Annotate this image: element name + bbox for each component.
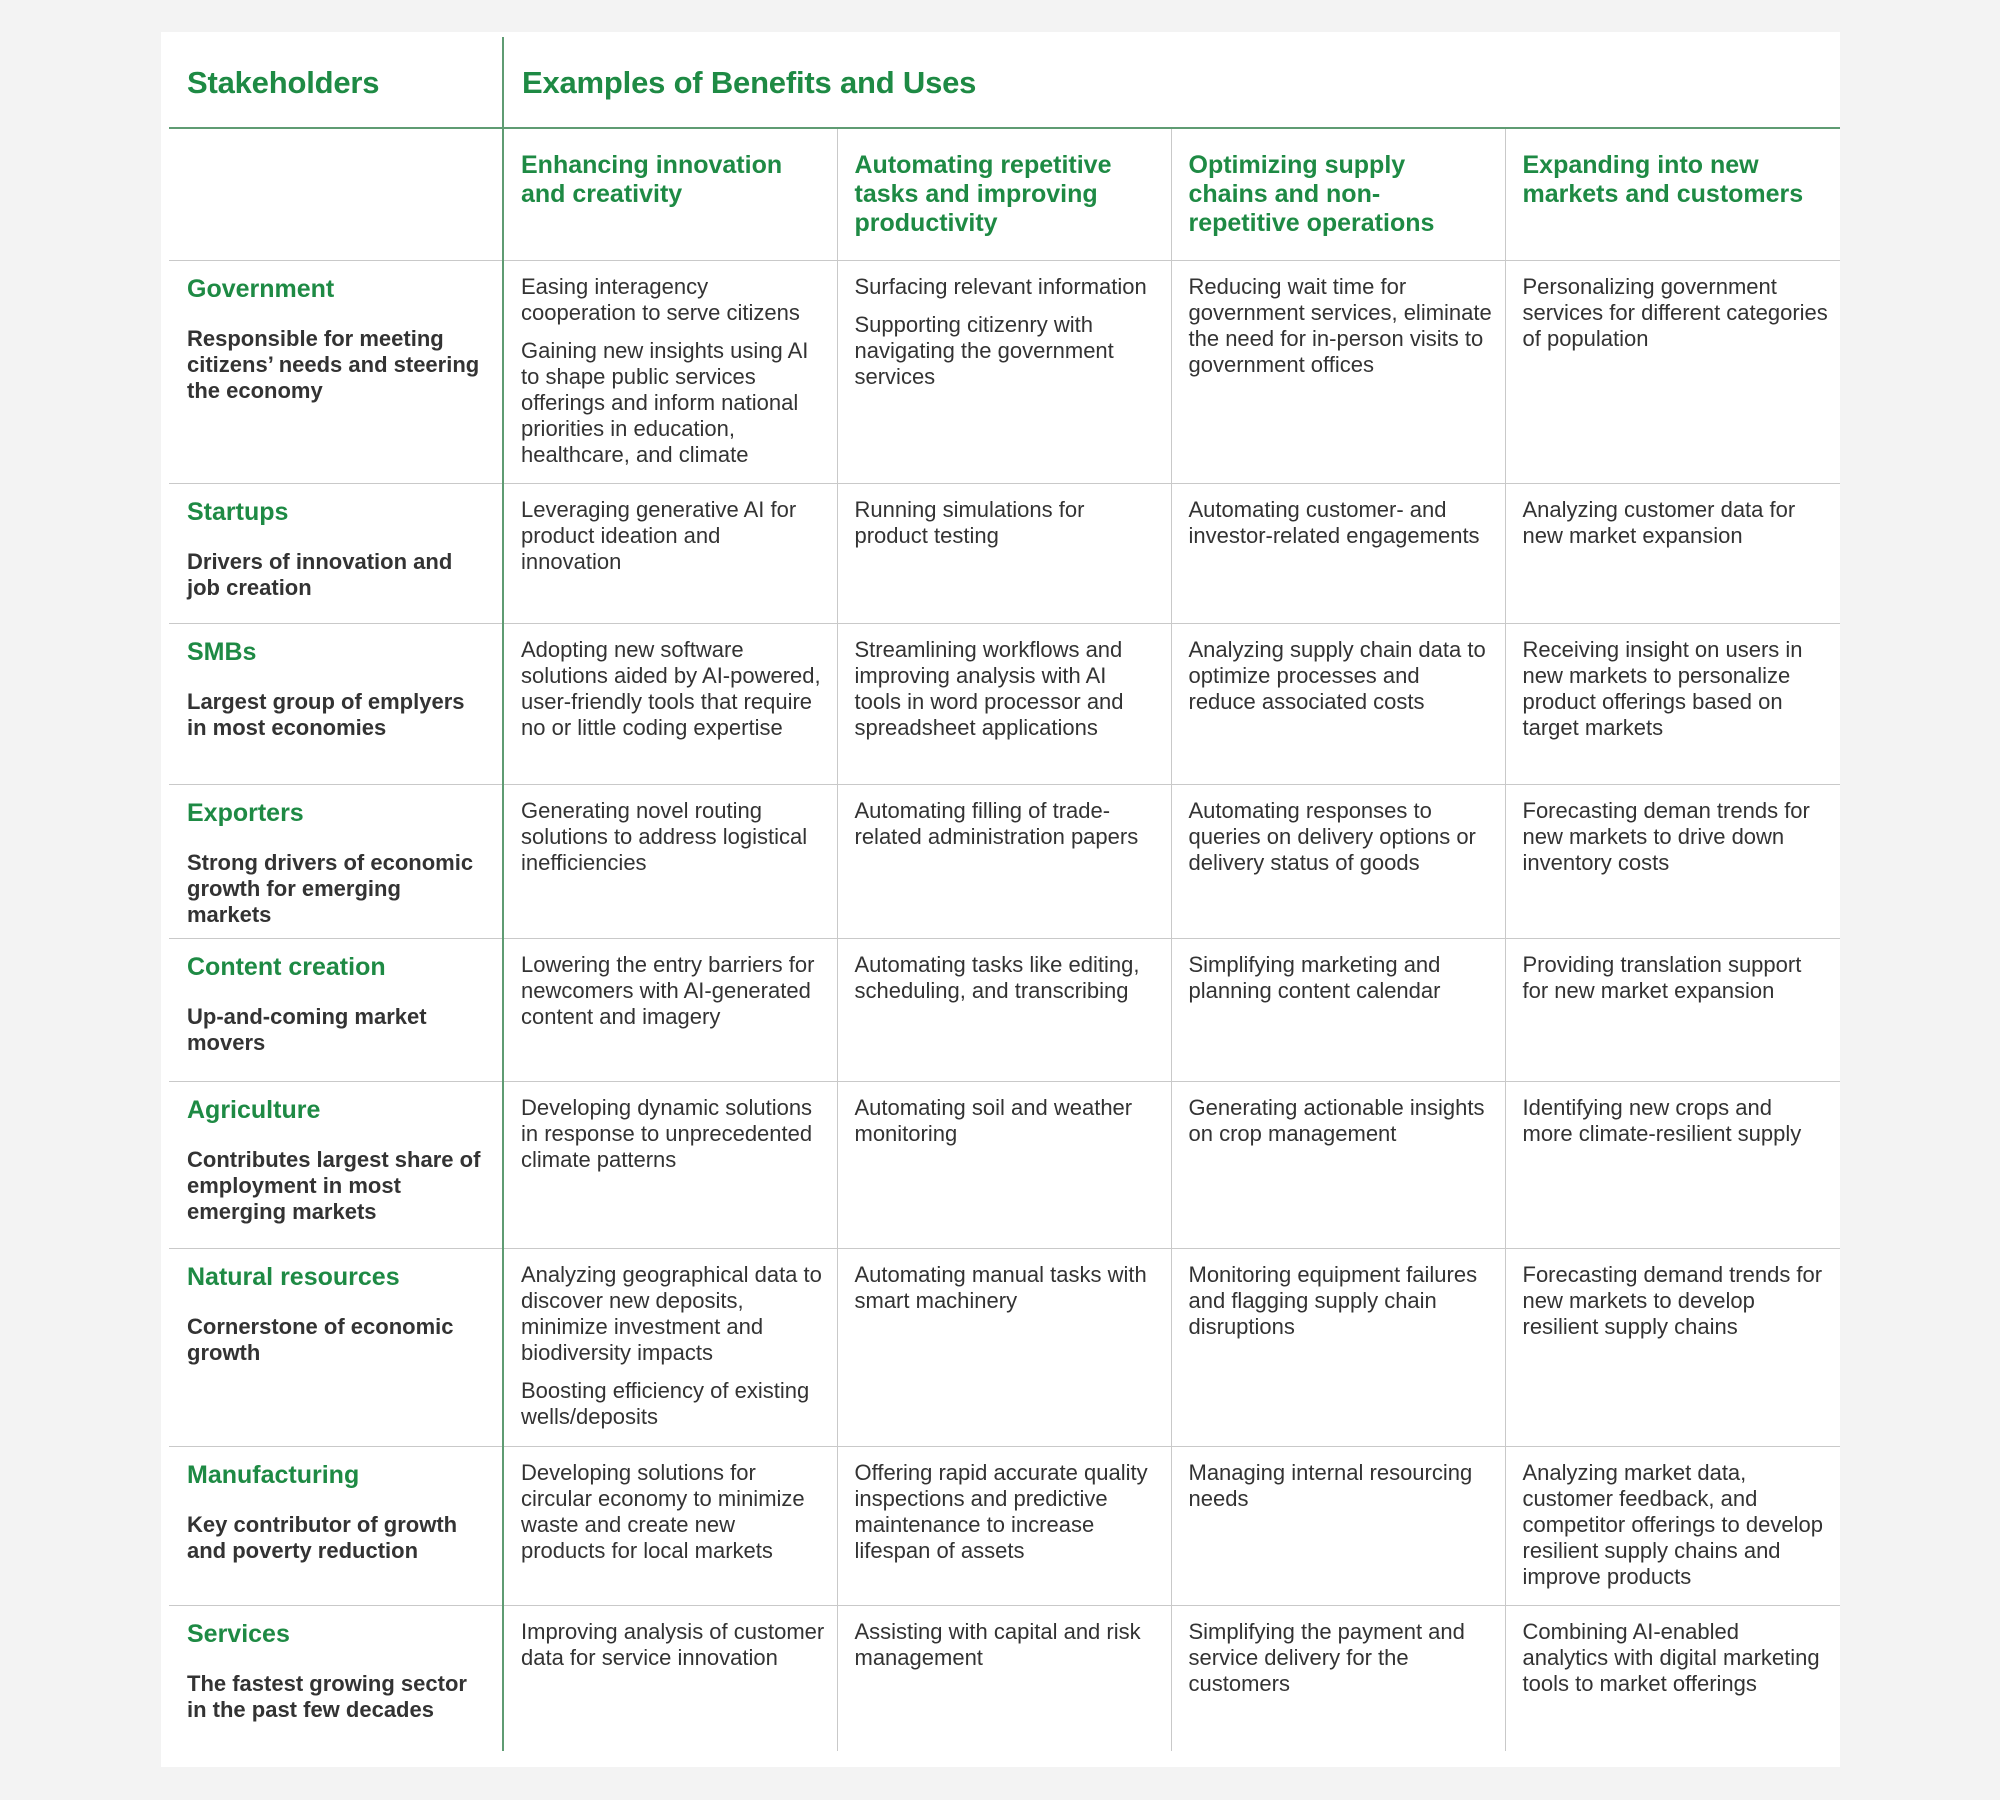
benefit-text: Combining AI-enabled analytics with digital marketing tools to market offerings (1522, 1618, 1820, 1696)
benefit-text: Automating responses to queries on delivery options or delivery status of goods (1188, 797, 1476, 875)
benefit-cell (837, 1605, 1171, 1751)
benefit-text: Easing interagency cooperation to serve citizens (521, 273, 800, 325)
benefit-cell (1505, 1081, 1840, 1248)
table-row (169, 483, 1840, 623)
table-row (169, 1446, 1840, 1605)
stakeholder-cell (169, 1081, 503, 1248)
stakeholders-heading: Stakeholders (169, 37, 503, 128)
table-row (169, 1248, 1840, 1446)
benefit-cell (1505, 1605, 1840, 1751)
stakeholder-name: Exporters (187, 798, 304, 827)
benefit-text: Analyzing market data, customer feedback, and competitor offerings to develop resilient supply chains and improve products (1522, 1459, 1823, 1589)
benefit-cell (503, 1446, 837, 1605)
table-body (169, 260, 1840, 1751)
benefit-text: Identifying new crops and more climate-resilient supply (1522, 1094, 1802, 1146)
stakeholder-cell (169, 260, 503, 483)
benefit-cell (837, 1081, 1171, 1248)
empty-header-cell (169, 128, 503, 260)
benefit-text: Automating tasks like editing, scheduling, and transcribing (854, 951, 1140, 1003)
stakeholder-name: SMBs (187, 637, 257, 666)
benefit-text: Personalizing government services for different categories of population (1522, 273, 1828, 351)
stakeholder-cell (169, 483, 503, 623)
stakeholder-name: Startups (187, 497, 289, 526)
benefit-text: Developing solutions for circular economy to minimize waste and create new products for local markets (521, 1459, 805, 1563)
stakeholder-description: Cornerstone of economic growth (187, 1313, 454, 1365)
examples-heading: Examples of Benefits and Uses (503, 37, 1840, 128)
table-row (169, 1081, 1840, 1248)
benefit-cell (503, 623, 837, 784)
stakeholder-cell (169, 1446, 503, 1605)
column-heading: Optimizing supply chains and non-repetitive operations (1171, 128, 1505, 260)
benefit-text: Gaining new insights using AI to shape public services offerings and inform national priorities in education, healthcare, and climate (521, 337, 809, 467)
stakeholder-description: Drivers of innovation and job creation (187, 548, 453, 600)
stakeholder-name: Government (187, 274, 335, 303)
stakeholder-name: Manufacturing (187, 1460, 360, 1489)
column-heading: Enhancing innovation and creativity (503, 128, 837, 260)
benefit-cell (503, 483, 837, 623)
stakeholder-name: Natural resources (187, 1262, 400, 1291)
benefit-text: Managing internal resourcing needs (1188, 1459, 1473, 1511)
benefit-text: Surfacing relevant information (854, 273, 1147, 299)
stakeholder-cell (169, 1248, 503, 1446)
stakeholder-cell (169, 784, 503, 938)
benefit-cell (1171, 938, 1505, 1081)
benefit-cell (503, 784, 837, 938)
benefit-cell (1505, 623, 1840, 784)
table-row (169, 784, 1840, 938)
benefit-cell (1171, 1248, 1505, 1446)
benefit-text: Receiving insight on users in new markets to personalize product offerings based on target markets (1522, 636, 1803, 740)
benefit-cell (1505, 260, 1840, 483)
benefit-cell (503, 938, 837, 1081)
benefit-text: Monitoring equipment failures and flagging supply chain disruptions (1188, 1261, 1478, 1339)
benefit-cell (503, 1081, 837, 1248)
stakeholder-description: Strong drivers of economic growth for emerging markets (187, 849, 474, 927)
stakeholder-description: Key contributor of growth and poverty reduction (187, 1511, 458, 1563)
benefit-text: Adopting new software solutions aided by AI-powered, user-friendly tools that require no or little coding expertise (521, 636, 821, 740)
column-heading: Expanding into new markets and customers (1505, 128, 1840, 260)
benefit-cell (837, 623, 1171, 784)
stakeholder-description: Up-and-coming market movers (187, 1003, 427, 1055)
table-row (169, 623, 1840, 784)
benefit-text: Forecasting deman trends for new markets to drive down inventory costs (1522, 797, 1810, 875)
benefit-text: Analyzing geographical data to discover new deposits, minimize investment and biodiversity impacts (521, 1261, 822, 1365)
table-row (169, 260, 1840, 483)
benefit-cell (837, 938, 1171, 1081)
benefit-cell (837, 483, 1171, 623)
benefit-cell (1171, 1605, 1505, 1751)
table-row (169, 1605, 1840, 1751)
benefit-text: Improving analysis of customer data for service innovation (521, 1618, 825, 1670)
benefit-text: Automating manual tasks with smart machinery (854, 1261, 1147, 1313)
benefit-text: Simplifying marketing and planning content calendar (1188, 951, 1441, 1003)
benefit-cell (1171, 260, 1505, 483)
benefit-text: Streamlining workflows and improving analysis with AI tools in word processor and spreadsheet applications (854, 636, 1124, 740)
benefit-text: Automating soil and weather monitoring (854, 1094, 1133, 1146)
benefit-cell (503, 260, 837, 483)
benefits-table-card (161, 32, 1840, 1767)
benefit-text: Simplifying the payment and service delivery for the customers (1188, 1618, 1465, 1696)
stakeholder-cell (169, 938, 503, 1081)
column-header-row (169, 128, 1840, 260)
stakeholder-cell (169, 623, 503, 784)
benefit-text: Reducing wait time for government services, eliminate the need for in-person visits to government offices (1188, 273, 1492, 377)
benefit-text: Assisting with capital and risk management (854, 1618, 1141, 1670)
benefit-text: Generating actionable insights on crop management (1188, 1094, 1485, 1146)
stakeholder-description: Largest group of emplyers in most economies (187, 688, 465, 740)
benefit-cell (837, 784, 1171, 938)
benefit-cell (1505, 938, 1840, 1081)
benefit-text: Boosting efficiency of existing wells/deposits (521, 1377, 810, 1429)
header-row (169, 37, 1840, 128)
benefit-text: Automating filling of trade-related administration papers (854, 797, 1139, 849)
benefit-cell (1171, 784, 1505, 938)
benefit-cell (1505, 1446, 1840, 1605)
benefit-cell (1505, 1248, 1840, 1446)
benefit-cell (1171, 1446, 1505, 1605)
table-row (169, 938, 1840, 1081)
stakeholder-description: Responsible for meeting citizens’ needs and steering the economy (187, 325, 480, 403)
stakeholder-name: Services (187, 1619, 290, 1648)
benefit-cell (837, 1446, 1171, 1605)
benefit-cell (837, 1248, 1171, 1446)
stakeholder-cell (169, 1605, 503, 1751)
benefit-cell (1171, 483, 1505, 623)
benefit-cell (837, 260, 1171, 483)
benefit-cell (503, 1605, 837, 1751)
benefit-cell (1171, 623, 1505, 784)
benefit-text: Running simulations for product testing (854, 496, 1085, 548)
benefit-cell (1505, 483, 1840, 623)
benefit-text: Generating novel routing solutions to address logistical inefficiencies (521, 797, 808, 875)
stakeholder-description: The fastest growing sector in the past few decades (187, 1670, 467, 1722)
column-heading: Automating repetitive tasks and improving productivity (837, 128, 1171, 260)
benefit-text: Developing dynamic solutions in response to unprecedented climate patterns (521, 1094, 813, 1172)
benefit-cell (503, 1248, 837, 1446)
stakeholder-name: Content creation (187, 952, 386, 981)
benefits-table (169, 37, 1840, 1751)
benefit-text: Leveraging generative AI for product ideation and innovation (521, 496, 797, 574)
benefit-text: Analyzing supply chain data to optimize processes and reduce associated costs (1188, 636, 1486, 714)
benefit-text: Offering rapid accurate quality inspections and predictive maintenance to increase lifespan of assets (854, 1459, 1148, 1563)
stakeholder-description: Contributes largest share of employment in most emerging markets (187, 1146, 481, 1224)
benefit-text: Providing translation support for new market expansion (1522, 951, 1802, 1003)
benefit-text: Supporting citizenry with navigating the government services (854, 311, 1114, 389)
benefit-text: Analyzing customer data for new market expansion (1522, 496, 1796, 548)
benefit-cell (1505, 784, 1840, 938)
stakeholder-name: Agriculture (187, 1095, 321, 1124)
benefit-text: Automating customer- and investor-related engagements (1188, 496, 1480, 548)
benefit-text: Lowering the entry barriers for newcomers with AI-generated content and imagery (521, 951, 815, 1029)
benefit-text: Forecasting demand trends for new markets to develop resilient supply chains (1522, 1261, 1823, 1339)
benefit-cell (1171, 1081, 1505, 1248)
